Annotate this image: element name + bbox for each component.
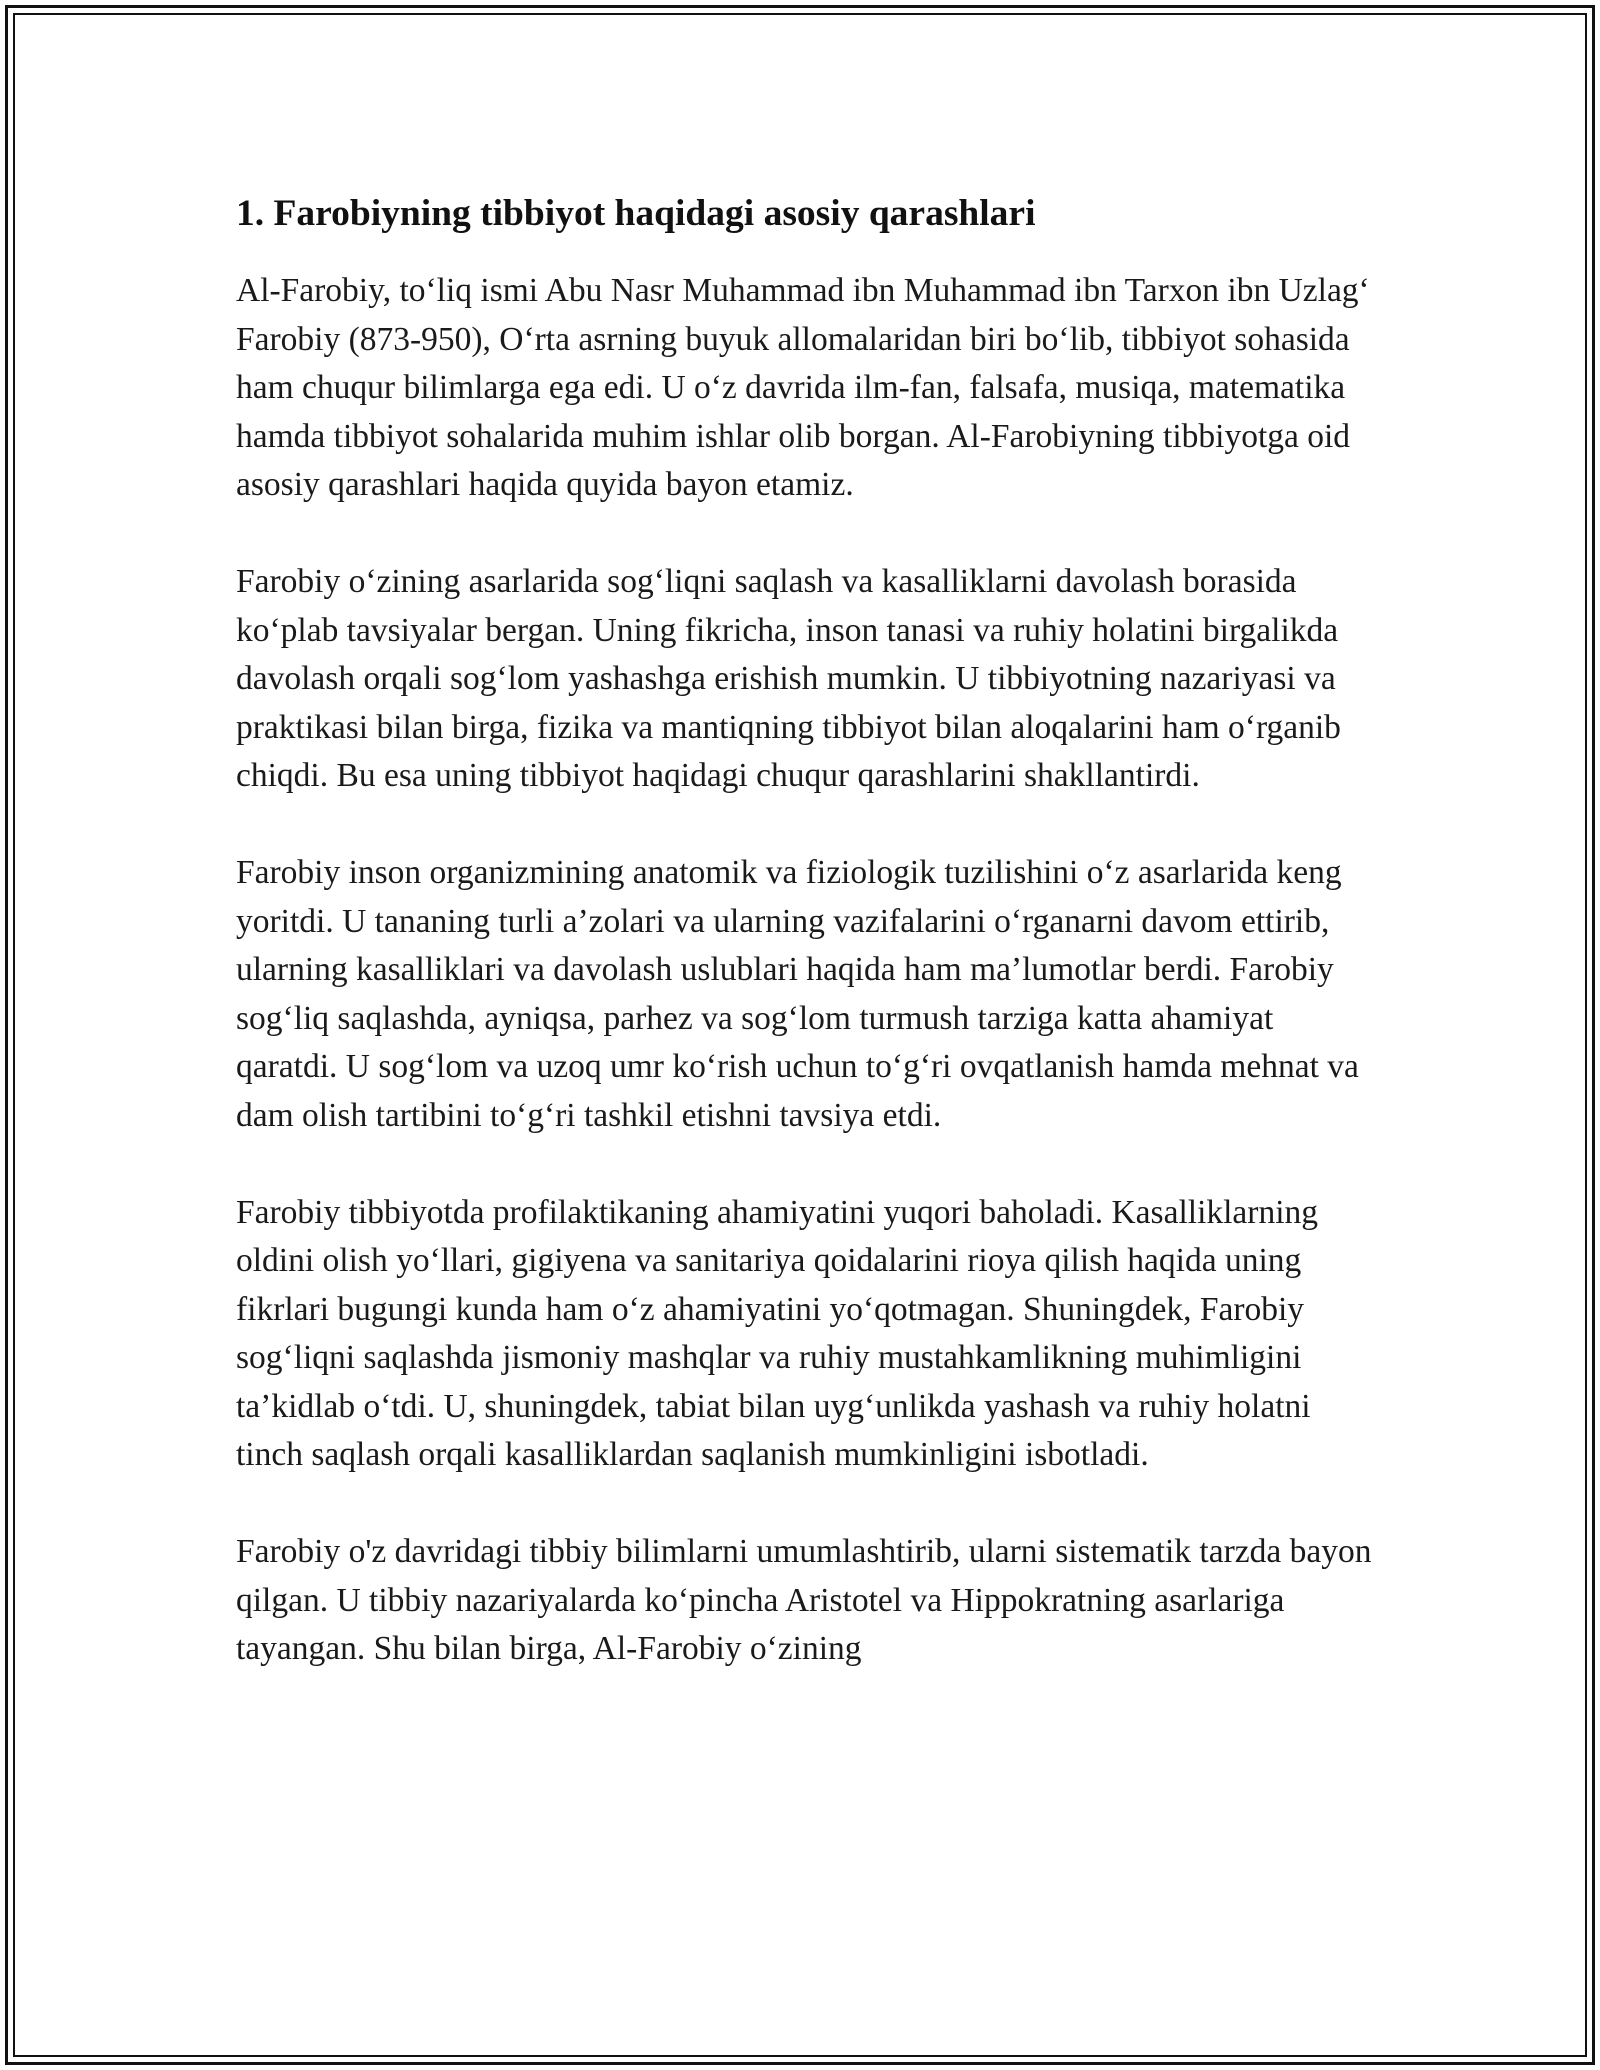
paragraph-1: Al-Farobiy, to‘liq ismi Abu Nasr Muhammad ibn Muhammad ibn Tarxon ibn Uzlag‘ Farobiy (873-950), O‘rta asrning buyuk allomalaridan biri bo‘lib, tibbiyot sohasida ham chuqur bilimlarga ega edi. U o‘z davrida ilm-fan, falsafa, musiqa, matematika hamda tibbiyot sohalarida muhim ishlar olib borgan. Al-Farobiyning tibbiyotga oid asosiy qarashlari haqida quyida bayon etamiz. (236, 272, 1370, 504)
paragraph-2: Farobiy o‘zining asarlarida sog‘liqni saqlash va kasalliklarni davolash borasida ko‘plab tavsiyalar bergan. Uning fikricha, inson tanasi va ruhiy holatini birgalikda davolash orqali sog‘lom yashashga erishish mumkin. U tibbiyotning nazariyasi va praktikasi bilan birga, fizika va mantiqning tibbiyot bilan aloqalarini ham o‘rganib chiqdi. Bu esa uning tibbiyot haqidagi chuqur qarashlarini shakllantirdi. (236, 562, 1341, 795)
section-heading: 1. Farobiyning tibbiyot haqidagi asosiy qarashlari (236, 193, 1036, 234)
paragraph-4: Farobiy tibbiyotda profilaktikaning ahamiyatini yuqori baholadi. Kasalliklarning oldini olish yo‘llari, gigiyena va sanitariya qoidalarini rioya qilish haqida uning fikrlari bugungi kunda ham o‘z ahamiyatini yo‘qotmagan. Shuningdek, Farobiy sog‘liqni saqlashda jismoniy mashqlar va ruhiy mustahkamlikning muhimligini ta’kidlab o‘tdi. U, shuningdek, tabiat bilan uyg‘unlikda yashash va ruhiy holatni tinch saqlash orqali kasalliklardan saqlanish mumkinligini isbotladi. (236, 1193, 1319, 1474)
paragraph-3: Farobiy inson organizmining anatomik va fiziologik tuzilishini o‘z asarlarida keng yoritdi. U tananing turli a’zolari va ularning vazifalarini o‘rganarni davom ettirib, ularning kasalliklari va davolash uslublari haqida ham ma’lumotlar berdi. Farobiy sog‘liq saqlashda, ayniqsa, parhez va sog‘lom turmush tarziga katta ahamiyat qaratdi. U sog‘lom va uzoq umr ko‘rish uchun to‘g‘ri ovqatlanish hamda mehnat va dam olish tartibini to‘g‘ri tashkil etishni tavsiya etdi. (236, 853, 1359, 1134)
document-body (236, 186, 1376, 1722)
paragraph-5: Farobiy o'z davridagi tibbiy bilimlarni umumlashtirib, ularni sistematik tarzda bayon qilgan. U tibbiy nazariyalarda ko‘pincha Aristotel va Hippokratning asarlariga tayangan. Shu bilan birga, Al-Farobiy o‘zining (236, 1533, 1372, 1668)
